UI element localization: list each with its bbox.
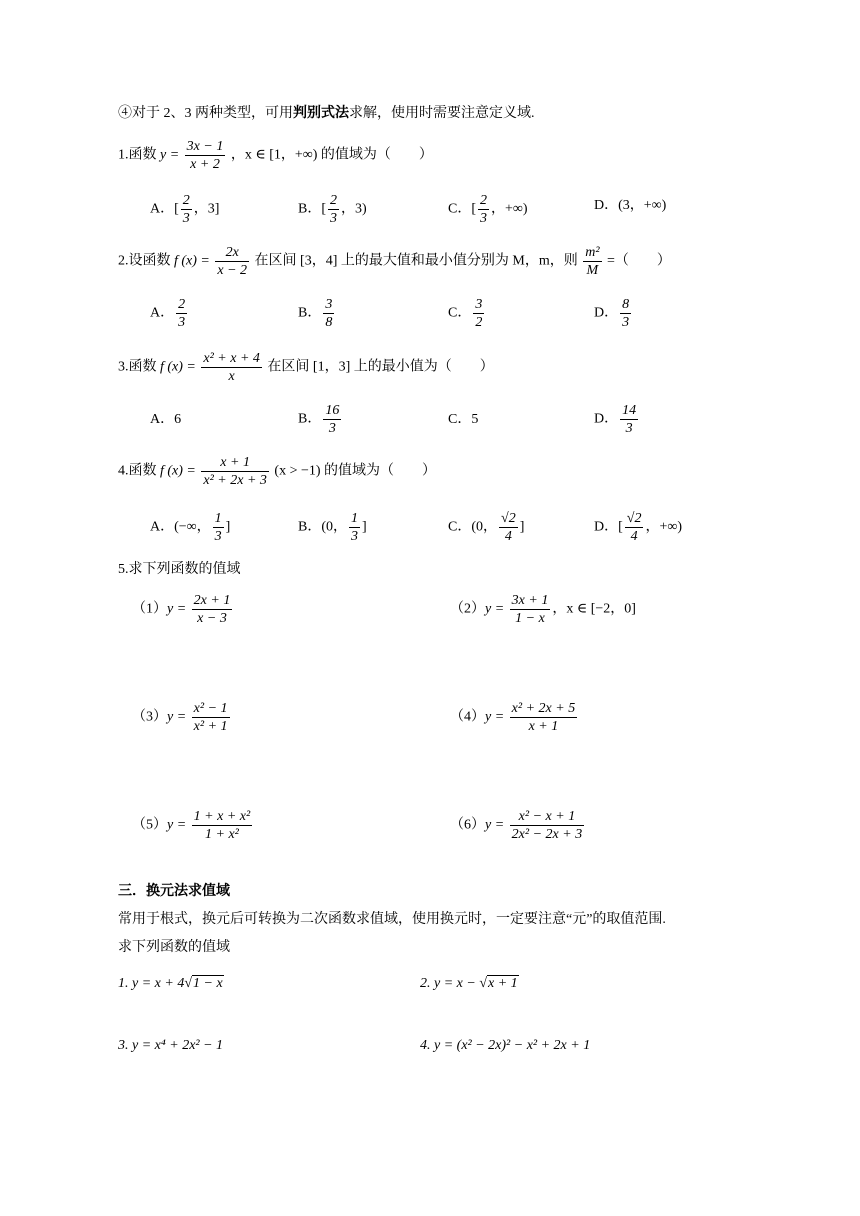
q3-option-a: A．6	[150, 412, 182, 427]
q4-fraction: $\frac{x + 1}{\text{x² + 2x + 3}}$	[203, 455, 267, 488]
q5-part-3: （3）y = $\frac{\text{x² − 1}}{\text{x² + 1}}$	[132, 701, 228, 734]
section-3-heading: 三．换元法求值域	[118, 884, 230, 899]
q2-option-c: C． $\frac{3}{2}$	[448, 297, 483, 330]
q1-option-a: A．[ $\frac{2}{3}$ ，3]	[150, 193, 220, 226]
q2-option-a: A． $\frac{2}{3}$	[150, 297, 186, 330]
bold-term: 判别式法	[293, 106, 349, 121]
q4-option-a: A．(−∞， $\frac{1}{3}$ ]	[150, 511, 231, 544]
q3-option-d: D． $\frac{14}{3}$	[594, 403, 637, 436]
q1-option-c: C．[ $\frac{2}{3}$ ，+∞)	[448, 193, 528, 226]
q3-fraction: $\frac{\text{x² + x + 4}}{x}$	[203, 351, 260, 384]
intro-line: ④对于 2、3 两种类型，可用判别式法求解，使用时需要注意定义域.	[118, 106, 535, 121]
q4-option-b: B．(0， $\frac{1}{3}$ ]	[298, 511, 367, 544]
question-2: 2.设函数 f (x) = $\frac{2x}{x - 2}$ 在区间 [3，4] 上的最大值和最小值分别为 M，m，则 $\frac{\text{m²}}{M}$ =（ ）	[118, 245, 671, 278]
q2-option-b: B． $\frac{3}{8}$	[298, 297, 333, 330]
q5-part-2: （2）y = $\frac{3x + 1}{1 - x}$ ，x ∈ [−2，0]	[450, 593, 636, 626]
q2-fraction: $\frac{2x}{x - 2}$	[217, 245, 248, 278]
q4-option-c: C．(0， $\frac{√2}{4}$ ]	[448, 511, 525, 544]
q2-ratio-fraction: $\frac{\text{m²}}{M}$	[585, 245, 600, 278]
q5-part-6: （6）y = $\frac{\text{x² − x + 1}}{\text{2x² − 2x + 3}}$	[450, 809, 583, 842]
q1-option-b: B．[ $\frac{2}{3}$ ，3)	[298, 193, 367, 226]
question-1: 1.函数 y = $\frac{3x - 1}{x + 2}$ ，x ∈ [1，+∞) 的值域为（ ）	[118, 139, 433, 172]
question-5-title: 5.求下列函数的值域	[118, 562, 241, 577]
section-3-task: 求下列函数的值域	[118, 940, 230, 955]
section-3-exercise-3: 3. y = x⁴ + 2x² − 1	[118, 1038, 224, 1053]
q4-option-d: D．[ $\frac{√2}{4}$ ，+∞)	[594, 511, 683, 544]
section-3-exercise-1: 1. y = x + 4√1 − x	[118, 976, 223, 991]
question-3: 3.函数 f (x) = $\frac{\text{x² + x + 4}}{x}$ 在区间 [1，3] 上的最小值为（ ）	[118, 351, 494, 384]
section-3-exercise-2: 2. y = x − √x + 1	[420, 976, 518, 991]
q5-part-1: （1）y = $\frac{2x + 1}{x - 3}$	[132, 593, 231, 626]
q5-part-4: （4）y = $\frac{\text{x² + 2x + 5}}{x + 1}$	[450, 701, 576, 734]
section-3-description: 常用于根式，换元后可转换为二次函数求值域，使用换元时，一定要注意“元”的取值范围.	[118, 912, 666, 927]
section-3-exercise-4: 4. y = (x² − 2x)² − x² + 2x + 1	[420, 1038, 591, 1053]
q2-option-d: D． $\frac{8}{3}$	[594, 297, 630, 330]
question-4: 4.函数 f (x) = $\frac{x + 1}{\text{x² + 2x + 3}}$ (x > −1) 的值域为（ ）	[118, 455, 437, 488]
q3-option-b: B． $\frac{16}{3}$	[298, 403, 340, 436]
q1-option-d: D．(3，+∞)	[594, 198, 667, 213]
q1-fraction: $\frac{3x - 1}{x + 2}$	[186, 139, 224, 172]
q3-option-c: C．5	[448, 412, 479, 427]
q5-part-5: （5）y = $\frac{\text{1 + x + x²}}{\text{1 + x²}}$	[132, 809, 251, 842]
